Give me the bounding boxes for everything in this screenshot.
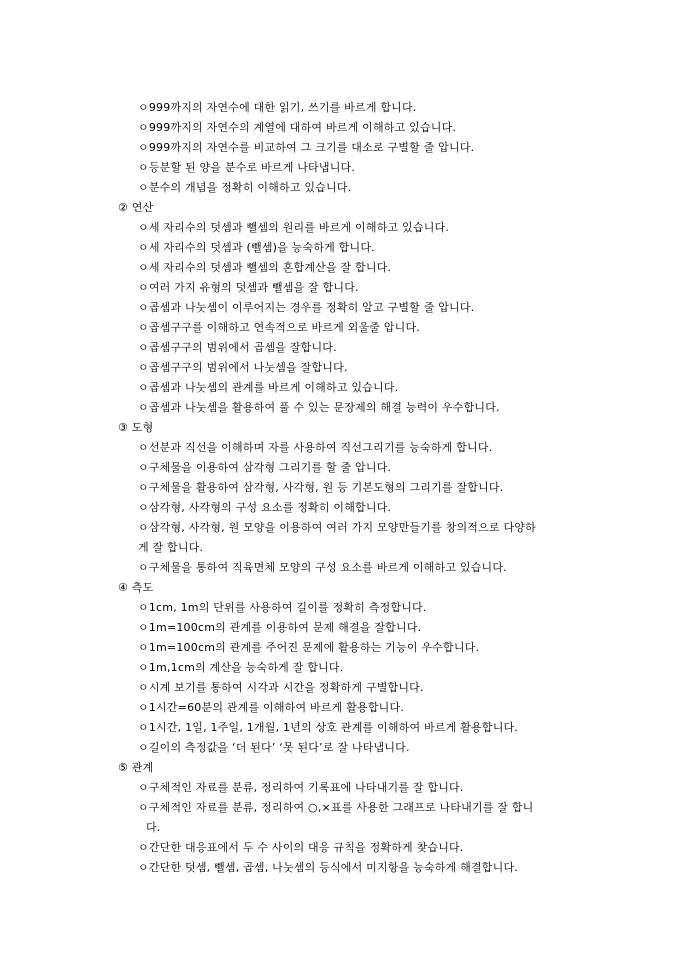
list-item: ㅇ등분할 된 양을 분수로 바르게 나타냅니다. — [138, 161, 356, 174]
list-item: ㅇ곱셈과 나눗셈이 이루어지는 경우를 정확히 알고 구별할 줄 압니다. — [138, 301, 475, 314]
list-item: ㅇ1m=100cm의 관계를 이용하여 문제 해결을 잘합니다. — [138, 621, 422, 634]
list-item: ㅇ분수의 개념을 정확히 이해하고 있습니다. — [138, 181, 352, 194]
list-item: ㅇ곱셈과 나눗셈을 활용하여 풀 수 있는 문장제의 해결 능력이 우수합니다. — [138, 401, 500, 414]
list-item: ㅇ구체물을 이용하여 삼각형 그리기를 할 줄 압니다. — [138, 461, 392, 474]
list-item: ㅇ구체물을 활용하여 삼각형, 사각형, 원 등 기본도형의 그리기를 잘합니다. — [138, 481, 504, 494]
list-item: ㅇ999까지의 자연수의 계열에 대하여 바르게 이해하고 있습니다. — [138, 121, 457, 134]
list-item: ㅇ길이의 측정값을 ‘더 된다’ ‘못 된다’로 잘 나타냅니다. — [138, 741, 410, 754]
list-item: ㅇ곱셈구구를 이해하고 연속적으로 바르게 외울줄 압니다. — [138, 321, 421, 334]
list-item: ㅇ선분과 직선을 이해하며 자를 사용하여 직선그리기를 능숙하게 합니다. — [138, 441, 493, 454]
list-item: ㅇ999까지의 자연수를 비교하여 그 크기를 대소로 구별할 줄 압니다. — [138, 141, 475, 154]
list-item: ㅇ곱셈구구의 범위에서 나눗셈을 잘합니다. — [138, 361, 348, 374]
list-item: ㅇ구체물을 통하여 직육면체 모양의 구성 요소를 바르게 이해하고 있습니다. — [138, 561, 507, 574]
list-item: ㅇ1m=100cm의 관계를 주어진 문제에 활용하는 기능이 우수합니다. — [138, 641, 480, 654]
list-item: ㅇ1m,1cm의 계산을 능숙하게 잘 합니다. — [138, 661, 344, 674]
list-item-continuation: 다. — [146, 821, 161, 834]
list-item: ㅇ구체적인 자료를 분류, 정리하여 기록표에 나타내기를 잘 합니다. — [138, 781, 464, 794]
list-item: ㅇ999까지의 자연수에 대한 읽기, 쓰기를 바르게 합니다. — [138, 101, 417, 114]
list-item: ㅇ1시간, 1일, 1주일, 1개월, 1년의 상호 관계를 이해하여 바르게 활용합니다. — [138, 721, 519, 734]
list-item: ㅇ삼각형, 사각형의 구성 요소를 정확히 이해합니다. — [138, 501, 392, 514]
list-item: ㅇ간단한 대응표에서 두 수 사이의 대응 규칙을 정확하게 찾습니다. — [138, 841, 464, 854]
list-item: ㅇ1시간=60분의 관계를 이해하여 바르게 활용합니다. — [138, 701, 405, 714]
list-item: ㅇ세 자리수의 덧셈과 (뺄셈)을 능숙하게 합니다. — [138, 241, 375, 254]
list-item: ㅇ구체적인 자료를 분류, 정리하여 ○,×표를 사용한 그래프로 나타내기를 잘 합니 — [138, 801, 534, 814]
list-item: ㅇ여러 가지 유형의 덧셈과 뺄셈을 잘 합니다. — [138, 281, 359, 294]
document-content — [118, 98, 638, 878]
list-item: ㅇ곱셈과 나눗셈의 관계를 바르게 이해하고 있습니다. — [138, 381, 399, 394]
list-item-continuation: 게 잘 합니다. — [138, 541, 204, 554]
list-item: ㅇ삼각형, 사각형, 원 모양을 이용하여 여러 가지 모양만들기를 창의적으로 다양하 — [138, 521, 536, 534]
list-item: ㅇ세 자리수의 덧셈과 뺄셈의 혼합계산을 잘 합니다. — [138, 261, 392, 274]
section-heading-measurement: ④ 측도 — [118, 581, 154, 594]
section-heading-geometry: ③ 도형 — [118, 421, 154, 434]
list-item: ㅇ시계 보기를 통하여 시각과 시간을 정확하게 구별합니다. — [138, 681, 424, 694]
list-item: ㅇ간단한 덧셈, 뺄셈, 곱셈, 나눗셈의 등식에서 미지항을 능숙하게 해결합니다. — [138, 861, 518, 874]
list-item: ㅇ세 자리수의 덧셈과 뺄셈의 원리를 바르게 이해하고 있습니다. — [138, 221, 450, 234]
list-item: ㅇ1cm, 1m의 단위를 사용하여 길이를 정확히 측정합니다. — [138, 601, 427, 614]
section-heading-relations: ⑤ 관계 — [118, 761, 154, 774]
section-heading-operations: ② 연산 — [118, 201, 154, 214]
list-item: ㅇ곱셈구구의 범위에서 곱셈을 잘합니다. — [138, 341, 337, 354]
